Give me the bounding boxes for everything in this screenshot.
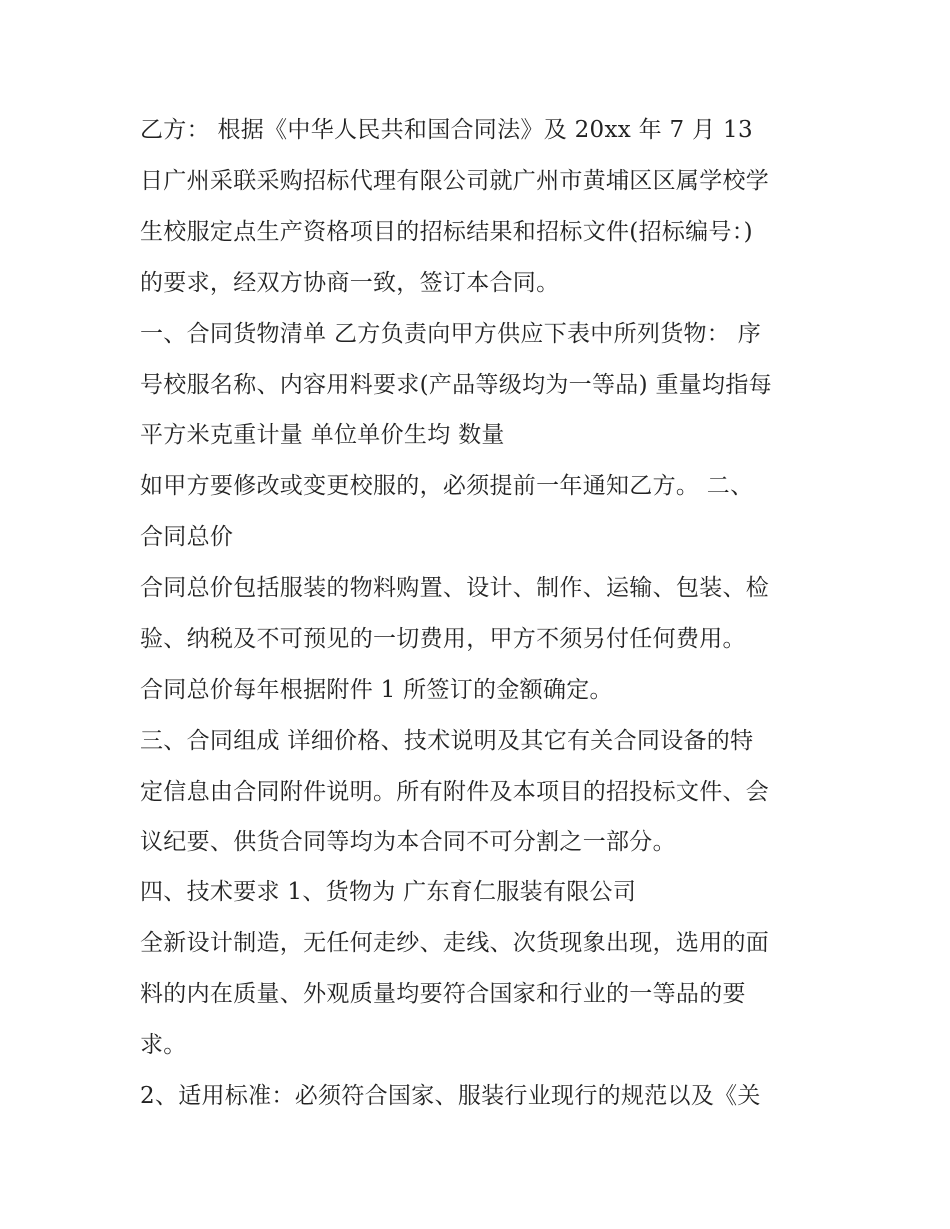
text-line: 议纪要、供货合同等均为本合同不可分割之一部分。 [140, 829, 676, 855]
text-line: 如甲方要修改或变更校服的，必须提前一年通知乙方。 二、 [140, 473, 754, 499]
text-line: 三、合同组成 详细价格、技术说明及其它有关合同设备的特 [140, 728, 754, 754]
text-line: 全新设计制造，无任何走纱、走线、次货现象出现，选用的面 [140, 930, 770, 956]
text-line: 验、纳税及不可预见的一切费用，甲方不须另付任何费用。 [140, 626, 746, 652]
text-line: 生校服定点生产资格项目的招标结果和招标文件(招标编号：) [140, 219, 753, 245]
text-line: 求。 [140, 1032, 187, 1058]
text-line: 日广州采联采购招标代理有限公司就广州市黄埔区区属学校学 [140, 168, 770, 194]
text-line: 合同总价包括服装的物料购置、设计、制作、运输、包装、检 [140, 575, 770, 601]
text-line: 乙方： 根据《中华人民共和国合同法》及 20xx 年 7 月 13 [140, 117, 753, 143]
text-line: 定信息由合同附件说明。所有附件及本项目的招投标文件、会 [140, 779, 770, 805]
text-line: 料的内在质量、外观质量均要符合国家和行业的一等品的要 [140, 981, 746, 1007]
text-line: 2、适用标准：必须符合国家、服装行业现行的规范以及《关 [140, 1083, 761, 1109]
text-line: 的要求，经双方协商一致，签订本合同。 [140, 270, 560, 296]
text-line: 四、技术要求 1、货物为 广东育仁服装有限公司 [140, 879, 637, 905]
text-line: 一、合同货物清单 乙方负责向甲方供应下表中所列货物： 序 [140, 321, 762, 347]
text-line: 号校服名称、内容用料要求(产品等级均为一等品) 重量均指每 [140, 372, 772, 398]
section-heading: 合同总价 [140, 524, 234, 550]
text-line: 平方米克重计量 单位单价生均 数量 [140, 422, 505, 448]
text-line: 合同总价每年根据附件 1 所签订的金额确定。 [140, 677, 613, 703]
